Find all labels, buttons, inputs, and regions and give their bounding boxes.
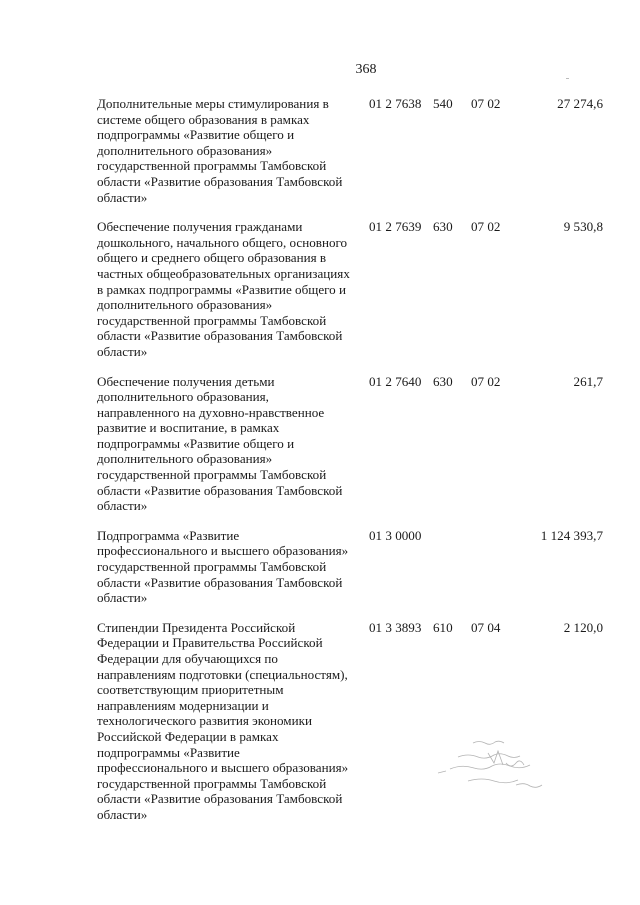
row-expense-type: 610	[433, 619, 453, 635]
row-expense-type: 630	[433, 219, 453, 235]
row-section: 07 02	[471, 96, 501, 111]
row-expense-type: 630	[433, 373, 453, 389]
row-target-article: 01 2 7639	[369, 219, 422, 235]
row-expense-type: 540	[433, 96, 453, 111]
page-number: 368	[355, 62, 377, 77]
scan-mark	[566, 78, 569, 79]
row-name: Подпрограмма «Развитие профессионального и высшего образования» государственной программы Тамбовской области «Развитие образования Тамбовской области»	[97, 527, 349, 606]
row-name: Дополнительные меры стимулирования в системе общего образования в рамках подпрограммы «Развитие общего и дополнительного образования» государственной программы Тамбовской области «Развитие образования Тамбовской области»	[97, 96, 343, 205]
row-target-article: 01 3 3893	[369, 619, 422, 635]
table-row	[97, 374, 603, 514]
row-section: 07 04	[471, 619, 501, 635]
row-section: 07 02	[471, 373, 501, 389]
row-name: Обеспечение получения гражданами дошкольного, начального общего, основного общего и среднего общего образования в частных общеобразовательных организациях в рамках подпрограммы «Развитие общего и дополнительного образования» государственной программы Тамбовской области «Развитие образования Тамбовской области»	[97, 219, 350, 359]
row-name: Стипендии Президента Российской Федерации и Правительства Российской Федерации для обучающихся по направлениям подготовки (специальностям), соответствующим приоритетным направлениям модернизации и технологического развития экономики Российской Федерации в рамках подпрограммы «Развитие профессионального и высшего образования» государственной программы Тамбовской области «Развитие образования Тамбовской области»	[97, 619, 349, 822]
row-amount: 27 274,6	[557, 96, 603, 111]
row-amount: 261,7	[573, 373, 603, 389]
row-section: 07 02	[471, 219, 501, 235]
row-target-article: 01 3 0000	[369, 527, 422, 543]
row-amount: 1 124 393,7	[540, 527, 603, 543]
table-row	[97, 219, 603, 359]
faded-stamp-signature	[428, 735, 563, 795]
row-amount: 9 530,8	[563, 219, 603, 235]
table-row	[97, 96, 603, 205]
row-target-article: 01 2 7638	[369, 96, 422, 111]
table-row	[97, 528, 603, 606]
row-name: Обеспечение получения детьми дополнительного образования, направленного на духовно-нравственное развитие и воспитание, в рамках подпрограммы «Развитие общего и дополнительного образования» государственной программы Тамбовской области «Развитие образования Тамбовской области»	[97, 373, 343, 514]
budget-table	[97, 96, 603, 837]
row-amount: 2 120,0	[563, 619, 603, 635]
row-target-article: 01 2 7640	[369, 373, 422, 389]
